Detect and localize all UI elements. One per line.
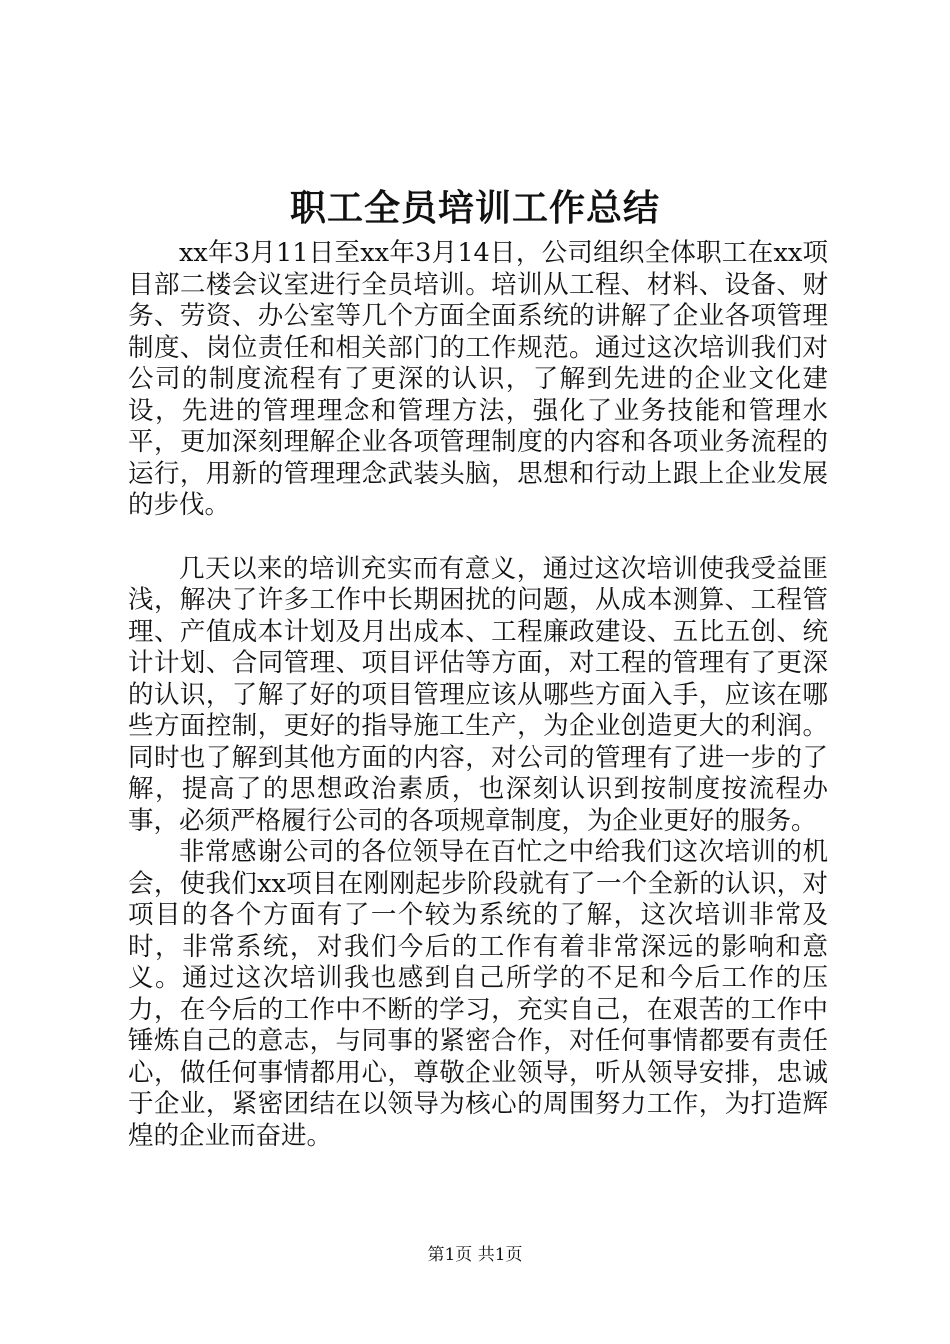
- paragraph-2: 几天以来的培训充实而有意义，通过这次培训使我受益匪浅，解决了许多工作中长期困扰的问题，从成本测算、工程管理、产值成本计划及月出成本、工程廉政建设、五比五创、统计计划、合同管理、项目评估等方面，对工程的管理有了更深的认识，了解了好的项目管理应该从哪些方面入手，应该在哪些方面控制，更好的指导施工生产，为企业创造更大的利润。同时也了解到其他方面的内容，对公司的管理有了进一步的了解，提高了的思想政治素质，也深刻认识到按制度按流程办事，必须严格履行公司的各项规章制度，为企业更好的服务。: [128, 553, 828, 836]
- paragraph-3: 非常感谢公司的各位领导在百忙之中给我们这次培训的机会，使我们xx项目在刚刚起步阶段就有了一个全新的认识，对项目的各个方面有了一个较为系统的了解，这次培训非常及时，非常系统，对我们今后的工作有着非常深远的影响和意义。通过这次培训我也感到自己所学的不足和今后工作的压力，在今后的工作中不断的学习，充实自己，在艰苦的工作中锤炼自己的意志，与同事的紧密合作，对任何事情都要有责任心，做任何事情都用心，尊敬企业领导，听从领导安排，忠诚于企业，紧密团结在以领导为核心的周围努力工作，为打造辉煌的企业而奋进。: [128, 837, 828, 1151]
- document-title: 职工全员培训工作总结: [289, 187, 660, 229]
- document-body: [128, 238, 828, 1152]
- page-footer: 第1页 共1页: [427, 1245, 523, 1265]
- paragraph-spacer: [128, 522, 828, 554]
- paragraph-1: xx年3月11日至xx年3月14日，公司组织全体职工在xx项目部二楼会议室进行全员培训。培训从工程、材料、设备、财务、劳资、办公室等几个方面全面系统的讲解了企业各项管理制度、岗位责任和相关部门的工作规范。通过这次培训我们对公司的制度流程有了更深的认识，了解到先进的企业文化建设，先进的管理理念和管理方法，强化了业务技能和管理水平，更加深刻理解企业各项管理制度的内容和各项业务流程的运行，用新的管理理念武装头脑，思想和行动上跟上企业发展的步伐。: [128, 238, 828, 520]
